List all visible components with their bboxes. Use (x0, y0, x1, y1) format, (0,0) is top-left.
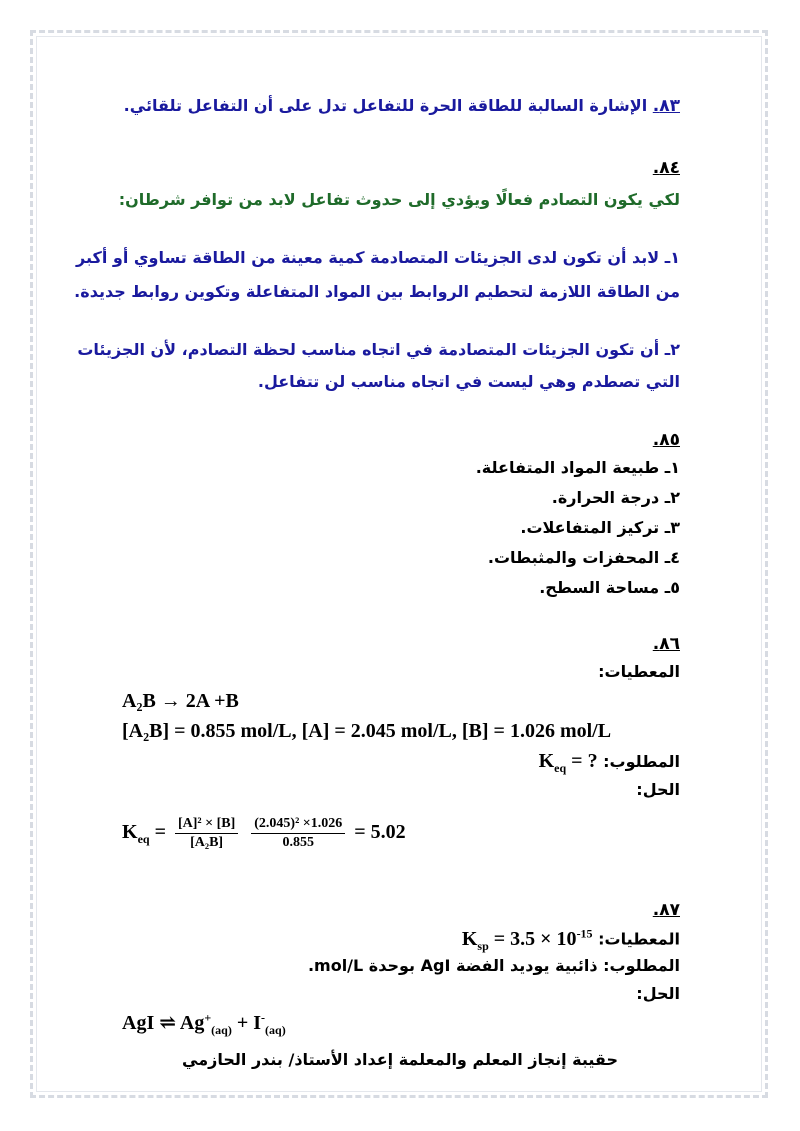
q83-number: ٨٣. (652, 96, 680, 116)
q84-condition1-line2: من الطاقة اللازمة لتحطيم الروابط بين المواد المتفاعلة وتكوين روابط جديدة. (74, 282, 680, 301)
q87-required (308, 956, 680, 975)
q87-given (462, 926, 680, 954)
q86-required-label: المطلوب: (603, 752, 680, 771)
q87-ksp-value: $K_{sp} = 3.5 \times 10^{-15}$ (461, 926, 593, 953)
q86-result: = 5.02 (354, 821, 406, 844)
q85-item-4: ٤ـ المحفزات والمثبطات. (487, 548, 680, 567)
page-footer: حقيبة إنجاز المعلم والمعلمة إعداد الأستاذ/ بندر الحازمي (182, 1050, 618, 1069)
q84-intro: لكي يكون التصادم فعالًا ويؤدي إلى حدوث تفاعل لابد من توافر شرطان: (118, 190, 680, 209)
q86-solution-label: الحل: (636, 780, 680, 799)
q87-given-label: المعطيات: (598, 929, 680, 949)
q84-condition2-line1: ٢ـ أن تكون الجزيئات المتصادمة في اتجاه مناسب لحظة التصادم، لأن الجزيئات (77, 340, 680, 359)
q86-fraction-symbolic: $\frac{\text{[A]² × [B]}}{\text{[A₂B]}}$ (175, 816, 238, 851)
q86-keq-equation: $K_{eq}$ = $\frac{\text{[A]² × [B]}}{\text{[A₂B]}}$ $\frac{\text{(2.045)² ×1.026}}{0.855}$ = 5.02 (122, 816, 406, 850)
q86-concentrations: [A₂B] = 0.855 mol/L, [A] = 2.045 mol/L, [B] = 1.026 mol/L (122, 720, 612, 742)
q85-item-3: ٣ـ تركيز المتفاعلات. (520, 518, 680, 537)
q84-number: ٨٤. (652, 158, 680, 178)
q87-dissociation-equation: AgI ⇌ $Ag^+_{(aq)} + I^-_{(aq)}$ (122, 1010, 286, 1037)
q86-required (539, 750, 680, 776)
q85-item-2: ٢ـ درجة الحرارة. (551, 488, 680, 507)
q87-number: ٨٧. (652, 900, 680, 920)
q84-condition2-line2: التي تصطدم وهي ليست في اتجاه مناسب لن تتفاعل. (257, 372, 680, 391)
q85-item-5: ٥ـ مساحة السطح. (539, 578, 680, 597)
q86-fraction-numeric: $\frac{\text{(2.045)² ×1.026}}{0.855}$ (251, 816, 345, 851)
q83-line (124, 96, 680, 116)
q85-number: ٨٥. (652, 430, 680, 450)
q86-number: ٨٦. (652, 634, 680, 654)
q86-given-label: المعطيات: (598, 662, 680, 681)
q85-item-1: ١ـ طبيعة المواد المتفاعلة. (475, 458, 680, 477)
q83-text: الإشارة السالبة للطاقة الحرة للتفاعل تدل على أن التفاعل تلقائي. (123, 96, 648, 115)
q86-reaction: A₂B → 2A +B (122, 690, 239, 712)
q84-condition1-line1: ١ـ لابد أن تكون لدى الجزيئات المتصادمة كمية معينة من الطاقة تساوي أو أكبر (76, 248, 680, 267)
q87-required-label: المطلوب: (603, 956, 680, 975)
q87-required-text: ذائبية يوديد الفضة AgI بوحدة mol/L. (307, 956, 598, 975)
q87-solution-label: الحل: (636, 984, 680, 1003)
q86-required-value: $K_{eq}$ = ? (538, 750, 598, 775)
